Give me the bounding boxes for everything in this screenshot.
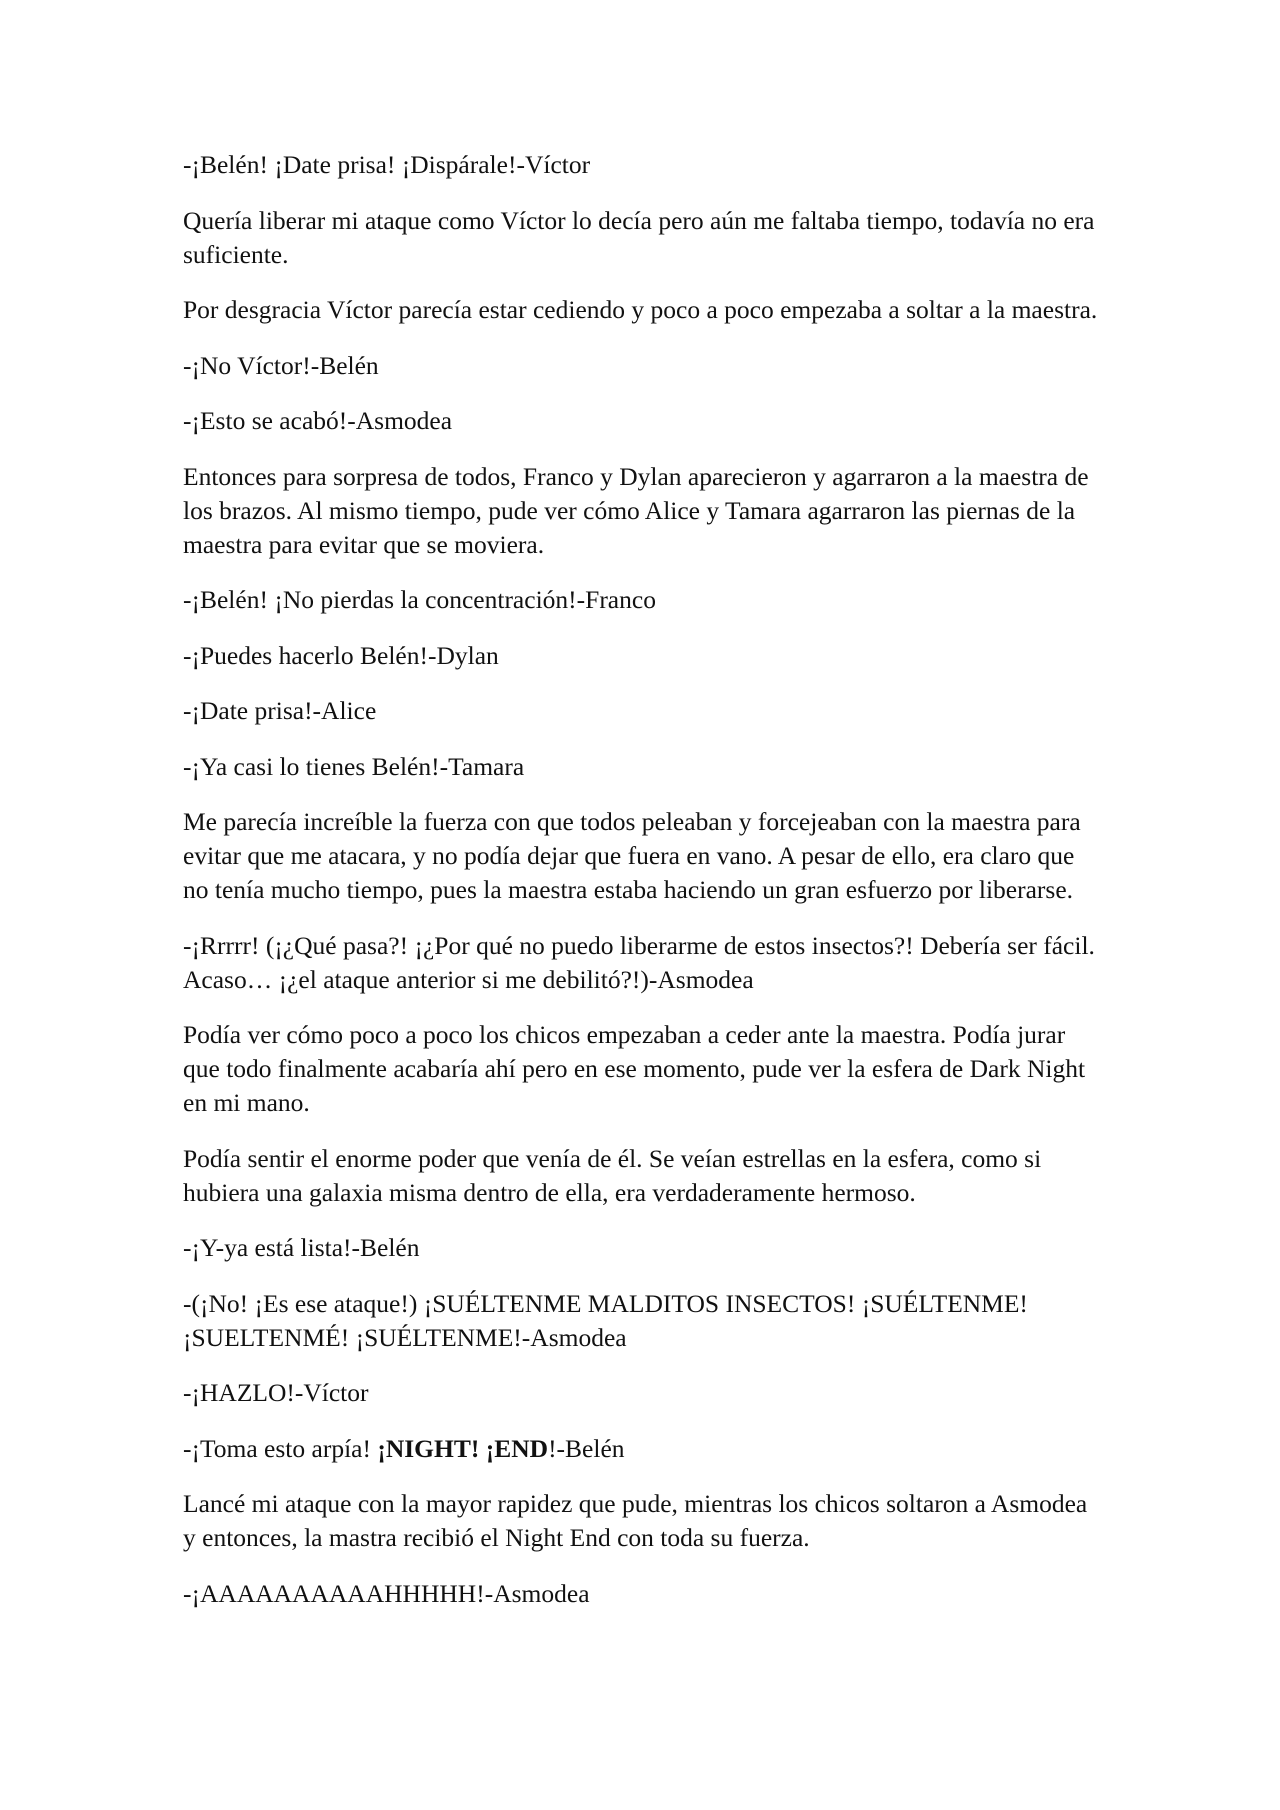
paragraph-6: Entonces para sorpresa de todos, Franco y Dylan aparecieron y agarraron a la maestra de los brazos. Al mismo tiempo, pude ver cómo Alice y Tamara agarraron las piernas de la maestra para evitar que se moviera. — [183, 461, 1089, 559]
paragraph-5: -¡Esto se acabó!-Asmodea — [183, 406, 453, 435]
document-body — [183, 148, 1103, 1632]
paragraph-7: -¡Belén! ¡No pierdas la concentración!-Franco — [183, 585, 656, 614]
paragraph-19: Lancé mi ataque con la mayor rapidez que pude, mientras los chicos soltaron a Asmodea y entonces, la mastra recibió el Night End con toda su fuerza. — [183, 1489, 1088, 1552]
paragraph-17: -¡HAZLO!-Víctor — [183, 1378, 369, 1407]
paragraph-11: Me parecía increíble la fuerza con que todos peleaban y forcejeaban con la maestra para evitar que me atacara, y no podía dejar que fuera en vano. A pesar de ello, era claro que no tenía mucho tiempo, pues la maestra estaba haciendo un gran esfuerzo por liberarse. — [183, 807, 1081, 904]
paragraph-20: -¡AAAAAAAAAAHHHHH!-Asmodea — [183, 1578, 590, 1608]
paragraph-3: Por desgracia Víctor parecía estar cediendo y poco a poco empezaba a soltar a la maestra. — [183, 295, 1098, 324]
paragraph-2: Quería liberar mi ataque como Víctor lo decía pero aún me faltaba tiempo, todavía no era suficiente. — [183, 205, 1095, 269]
paragraph-13: Podía ver cómo poco a poco los chicos empezaban a ceder ante la maestra. Podía jurar que todo finalmente acabaría ahí pero en ese momento, pude ver la esfera de Dark Night en mi mano. — [183, 1020, 1086, 1117]
attack-line-suffix: !-Belén — [548, 1433, 625, 1463]
paragraph-8: -¡Puedes hacerlo Belén!-Dylan — [183, 640, 499, 670]
paragraph-1: -¡Belén! ¡Date prisa! ¡Dispárale!-Víctor — [183, 150, 591, 179]
paragraph-9: -¡Date prisa!-Alice — [183, 696, 377, 725]
paragraph-16: -(¡No! ¡Es ese ataque!) ¡SUÉLTENME MALDITOS INSECTOS! ¡SUÉLTENME! ¡SUELTENMÉ! ¡SUÉLTENME!-Asmodea — [183, 1288, 1028, 1352]
attack-line-bold-night: ¡NIGHT! — [377, 1433, 486, 1463]
attack-line — [183, 1432, 1103, 1466]
attack-line-prefix: -¡Toma esto arpía! — [183, 1433, 378, 1463]
paragraph-14: Podía sentir el enorme poder que venía de él. Se veían estrellas en la esfera, como si hubiera una galaxia misma dentro de ella, era verdaderamente hermoso. — [183, 1143, 1042, 1207]
paragraph-12: -¡Rrrrr! (¡¿Qué pasa?! ¡¿Por qué no puedo liberarme de estos insectos?! Debería ser fácil. Acaso… ¡¿el ataque anterior si me debilitó?!)-Asmodea — [183, 930, 1095, 994]
attack-line-bold-end: ¡END — [485, 1433, 549, 1463]
paragraph-10: -¡Ya casi lo tienes Belén!-Tamara — [183, 751, 525, 781]
paragraph-4: -¡No Víctor!-Belén — [183, 350, 379, 380]
paragraph-15: -¡Y-ya está lista!-Belén — [183, 1233, 420, 1262]
